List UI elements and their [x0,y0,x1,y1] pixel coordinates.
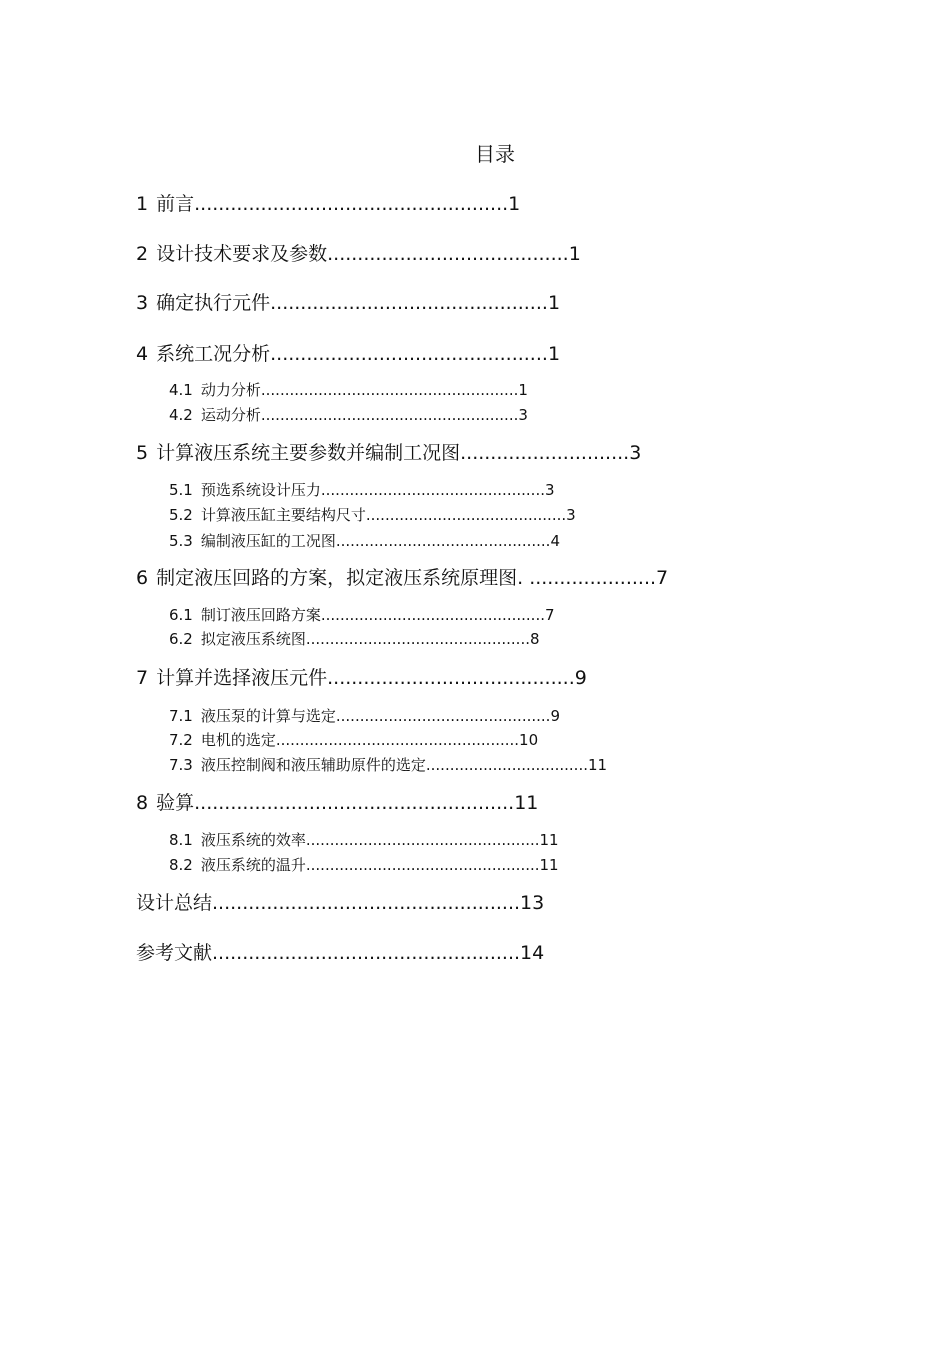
toc-number: 4.1 [169,381,193,399]
toc-entry-4-1[interactable] [169,380,528,400]
toc-number: 8.2 [169,856,193,874]
toc-page-number: 1 [568,243,581,265]
toc-leader: .............................................. [270,292,548,314]
toc-label: 计算并选择液压元件 [156,667,328,689]
toc-leader: ................................................... [212,942,521,964]
toc-leader: ............................................. [335,532,551,550]
toc-number: 5.1 [169,481,193,499]
toc-entry-5[interactable] [136,440,641,466]
toc-page-number: 13 [520,892,545,914]
toc-page-number: 1 [547,292,561,314]
toc-page-number: 11 [588,756,608,774]
toc-leader: ............................................... [320,606,545,624]
toc-page-number: 4 [550,532,560,550]
toc-leader: ............................................. [335,707,551,725]
toc-page-number: 11 [514,792,539,814]
toc-number: 5 [136,442,149,464]
toc-label: 计算液压缸主要结构尺寸 [200,506,366,524]
toc-entry-5-2[interactable] [169,505,576,525]
toc-number: 4 [136,343,149,365]
toc-label: 液压泵的计算与选定 [200,707,336,725]
toc-number: 6.1 [169,606,193,624]
toc-leader: ............................................... [320,481,545,499]
toc-leader: ...................................................... [260,406,519,424]
toc-entry-6-1[interactable] [169,605,555,625]
toc-leader: .......................................... [365,506,567,524]
toc-label: 设计技术要求及参数 [156,243,328,265]
toc-leader: .................................................... [194,193,509,215]
toc-label: 系统工况分析 [156,343,271,365]
toc-label: 确定执行元件 [156,292,271,314]
toc-label: 液压控制阀和液压辅助原件的选定 [200,756,426,774]
toc-entry-5-1[interactable] [169,480,555,500]
toc-entry-1[interactable] [136,191,520,217]
toc-page-number: 9 [574,667,587,689]
toc-page-number: 7 [656,567,669,589]
toc-label: 电机的选定 [200,731,276,749]
toc-number: 2 [136,243,149,265]
toc-number: 1 [136,193,149,215]
toc-leader: ............................................... [305,630,530,648]
toc-label: 预选系统设计压力 [200,481,321,499]
toc-entry-4-2[interactable] [169,405,528,425]
toc-label: 运动分析 [200,406,261,424]
toc-page-number: 9 [550,707,560,725]
toc-label: 参考文献 [136,942,213,964]
toc-entry-7-2[interactable] [169,730,538,750]
toc-page-number: 1 [518,381,528,399]
toc-leader: ................................................. [305,856,540,874]
toc-entry-6-2[interactable] [169,629,540,649]
toc-number: 8.1 [169,831,193,849]
toc-entry-7[interactable] [136,665,587,691]
toc-entry-5-3[interactable] [169,531,560,551]
toc-page-number: 7 [544,606,555,624]
toc-page-number: 14 [520,942,545,964]
toc-leader: ............................ [460,442,630,464]
toc-number: 7 [136,667,149,689]
toc-entry-2[interactable] [136,241,581,267]
toc-number: 7.2 [169,731,193,749]
toc-label: 前言 [156,193,195,215]
toc-leader: ................................................... [275,731,520,749]
toc-entry-8-2[interactable] [169,855,559,875]
toc-page-number: 3 [566,506,576,524]
toc-label: 制定液压回路的方案，拟定液压系统原理图 [156,567,518,589]
toc-label: 编制液压缸的工况图 [200,532,336,550]
toc-label: 拟定液压系统图 [200,630,306,648]
toc-page-number: 3 [518,406,528,424]
toc-entry-6[interactable] [136,565,668,591]
toc-page-number: 1 [547,343,561,365]
toc-leader: .............................................. [270,343,548,365]
toc-entry-design-summary[interactable] [136,890,544,916]
toc-leader: ..................................................... [194,792,515,814]
toc-label: 设计总结 [136,892,213,914]
toc-number: 5.2 [169,506,193,524]
toc-label: 液压系统的效率 [200,831,306,849]
toc-page-number: 11 [539,831,559,849]
toc-number: 7.3 [169,756,193,774]
toc-page-number: 10 [519,731,539,749]
toc-page-number: 1 [508,193,521,215]
page-title: 目录 [475,142,515,166]
toc-number: 6.2 [169,630,193,648]
toc-page-number: 8 [529,630,540,648]
toc-leader: ......................................... [327,667,575,689]
toc-leader: ................................................... [212,892,521,914]
toc-number: 4.2 [169,406,193,424]
toc-number: 8 [136,792,149,814]
toc-label: 计算液压系统主要参数并编制工况图 [156,442,461,464]
toc-entry-3[interactable] [136,290,560,316]
toc-label: 液压系统的温升 [200,856,306,874]
toc-label: 动力分析 [200,381,261,399]
toc-entry-references[interactable] [136,940,544,966]
toc-leader: ........................................ [327,243,569,265]
toc-number: 6 [136,567,149,589]
toc-number: 5.3 [169,532,193,550]
toc-leader: . ..................... [517,567,657,589]
toc-number: 7.1 [169,707,193,725]
toc-entry-4[interactable] [136,341,560,367]
toc-entry-8[interactable] [136,790,538,816]
toc-number: 3 [136,292,149,314]
toc-entry-7-3[interactable] [169,755,607,775]
toc-label: 制订液压回路方案 [200,606,321,624]
toc-leader: .................................. [425,756,588,774]
toc-leader: ................................................. [305,831,540,849]
toc-page-number: 3 [544,481,555,499]
toc-page-number: 3 [629,442,642,464]
toc-page-number: 11 [539,856,559,874]
toc-leader: ...................................................... [260,381,519,399]
toc-entry-8-1[interactable] [169,830,559,850]
toc-entry-7-1[interactable] [169,706,560,726]
toc-label: 验算 [156,792,195,814]
